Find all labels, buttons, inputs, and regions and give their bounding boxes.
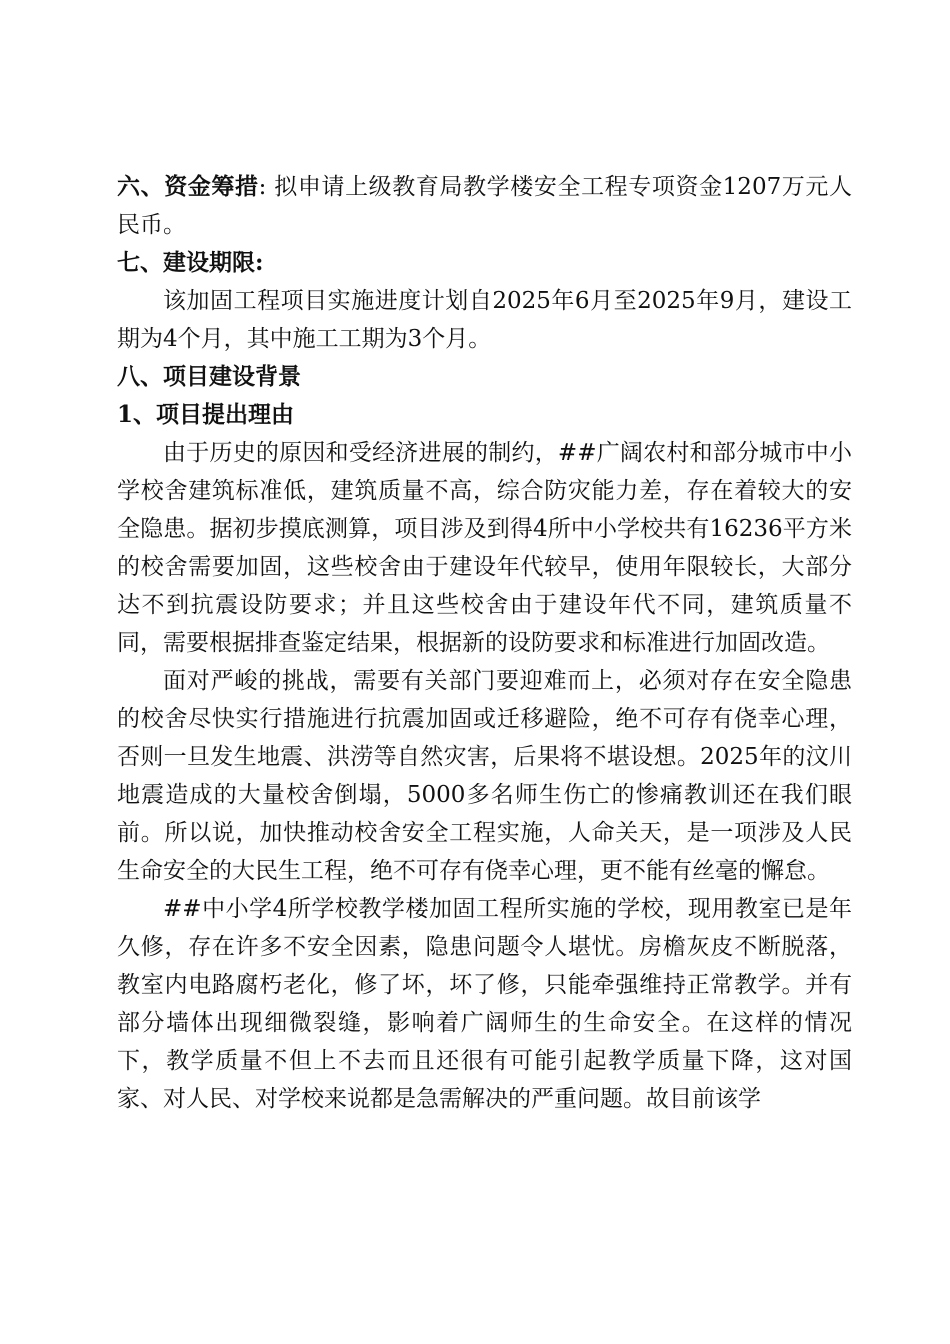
funding-text: : 拟申请上级教育局教学楼安全工程专项资金1207万元人民币。 [117, 174, 853, 238]
document-body [117, 168, 852, 1118]
schedule-paragraph: 该加固工程项目实施进度计划自2025年6月至2025年9月，建设工期为4个月，其中施工工期为3个月。 [117, 288, 852, 352]
reason-paragraph-2: 面对严峻的挑战，需要有关部门要迎难而上，必须对存在安全隐患的校舍尽快实行措施进行抗震加固或迁移避险，绝不可存有侥幸心理，否则一旦发生地震、洪涝等自然灾害，后果将不堪设想。2025年的汶川地震造成的大量校舍倒塌，5000多名师生伤亡的惨痛教训还在我们眼前。所以说，加快推动校舍安全工程实施，人命关天，是一项涉及人民生命安全的大民生工程，绝不可存有侥幸心理，更不能有丝毫的懈怠。 [117, 668, 852, 884]
funding-paragraph [117, 168, 852, 244]
reason-paragraph-1: 由于历史的原因和受经济进展的制约，##广阔农村和部分城市中小学校舍建筑标准低，建筑质量不高，综合防灾能力差，存在着较大的安全隐患。据初步摸底测算，项目涉及到得4所中小学校共有16236平方米的校舍需要加固，这些校舍由于建设年代较早，使用年限较长，大部分达不到抗震设防要求；并且这些校舍由于建设年代不同，建筑质量不同，需要根据排查鉴定结果，根据新的设防要求和标准进行加固改造。 [117, 440, 852, 656]
reason-heading: 1、项目提出理由 [117, 401, 295, 428]
reason-paragraph-3: ##中小学4所学校教学楼加固工程所实施的学校，现用教室已是年久修，存在许多不安全因素，隐患问题令人堪忧。房檐灰皮不断脱落，教室内电路腐朽老化，修了坏，坏了修，只能牵强维持正常教学。并有部分墙体出现细微裂缝，影响着广阔师生的生命安全。在这样的情况下，教学质量不但上不去而且还很有可能引起教学质量下降，这对国家、对人民、对学校来说都是急需解决的严重问题。故目前该学 [117, 896, 852, 1112]
funding-label: 六、资金筹措 [117, 173, 259, 200]
schedule-heading: 七、建设期限: [117, 249, 264, 276]
background-heading: 八、项目建设背景 [117, 363, 301, 390]
